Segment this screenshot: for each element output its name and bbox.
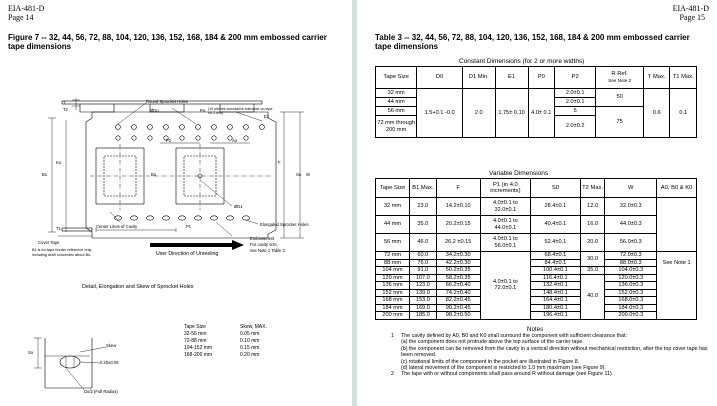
label-ao: Ao bbox=[232, 138, 238, 143]
cell-s0: 196.4±0.1 bbox=[530, 312, 580, 320]
skew-row-size: 104-152 mm bbox=[184, 345, 213, 351]
note-item bbox=[391, 333, 709, 339]
cell-size: 44 mm bbox=[376, 98, 417, 107]
table-row bbox=[376, 259, 697, 267]
cell-b1: 185.0 bbox=[410, 312, 437, 320]
note-number: 2 bbox=[391, 371, 394, 378]
table-row bbox=[376, 234, 697, 252]
skew-row-value: 0.10 mm bbox=[240, 338, 260, 344]
cell-w: 168.0±0.3 bbox=[605, 297, 657, 305]
table-title: Table 3 -- 32, 44, 56, 72, 88, 104, 120, 136, 152, 168, 184 & 200 mm embossed carrier tape dimensions bbox=[375, 33, 690, 51]
cell-f: 74.2±0.40 bbox=[436, 289, 480, 297]
cell-s0: 116.4±0.1 bbox=[530, 274, 580, 282]
notes-list bbox=[391, 333, 709, 378]
col-r-note: See Note 2 bbox=[608, 77, 632, 83]
note-item: (c) rotational limits of the component in the pocket are illustrated in Figure 8. bbox=[401, 358, 580, 365]
col-r bbox=[596, 67, 644, 89]
label-f: F bbox=[278, 160, 281, 165]
cell-w: 136.0±0.3 bbox=[605, 282, 657, 290]
cell-f: 20.2±0.15 bbox=[436, 216, 480, 234]
cell-w: 72.0±0.3 bbox=[605, 252, 657, 260]
label-cover-tape: Cover Tape bbox=[38, 240, 60, 245]
skew-row-value: 0.05 mm bbox=[240, 331, 260, 337]
figure-7-drawing bbox=[0, 0, 352, 406]
detail-label-tol: 0.20±0.05 bbox=[100, 360, 119, 365]
cell-w: 120.0±0.3 bbox=[605, 274, 657, 282]
cell-size: 32 mm bbox=[376, 198, 410, 216]
skew-header-size: Tape Size bbox=[184, 324, 206, 330]
cell-size: 200 mm bbox=[376, 312, 410, 320]
cell-size: 168 mm bbox=[376, 297, 410, 305]
cell-size: 120 mm bbox=[376, 274, 410, 282]
cell-s0: 52.4±0.1 bbox=[530, 234, 580, 252]
cell-w: 104.0±0.3 bbox=[605, 267, 657, 275]
detail-label-full-radius: Do/2 (Full Radius) bbox=[84, 389, 118, 394]
cell-b1: 123.0 bbox=[410, 282, 437, 290]
skew-row-value: 0.15 mm bbox=[240, 345, 260, 351]
cell-d1: 2.0 bbox=[462, 89, 495, 138]
cell-b1: 60.0 bbox=[410, 252, 437, 260]
cell-size: 104 mm bbox=[376, 267, 410, 275]
cell-f: 14.2±0.10 bbox=[436, 198, 480, 216]
doc-id: EIA-481-D bbox=[8, 4, 45, 13]
col-f: F bbox=[436, 179, 480, 198]
constant-table bbox=[375, 66, 697, 138]
label-t2: T2 bbox=[63, 107, 68, 112]
note-text: The tape with or without components shall pass around R without damage (see Figure 11). bbox=[401, 371, 614, 378]
cell-p2: 2.0±0.1 bbox=[555, 98, 596, 107]
detail-caption: Detail, Elongation and Skew of Sprocket Holes bbox=[82, 284, 194, 290]
cell-w: 200.0±0.3 bbox=[605, 312, 657, 320]
page-number: Page 15 bbox=[679, 13, 705, 22]
table-row bbox=[376, 198, 697, 216]
cell-s0: 164.4±0.1 bbox=[530, 297, 580, 305]
table-row bbox=[376, 312, 697, 320]
cell-p1: 4.0±0.1 to 44.0±0.1 bbox=[480, 216, 530, 234]
cell-f: 34.2±0.30 bbox=[436, 252, 480, 260]
cell-p1: 4.0±0.1 to 32.0±0.1 bbox=[480, 198, 530, 216]
note-text: The cavity defined by A0, B0 and K0 shall surround the component with sufficient clearance that: bbox=[401, 333, 628, 339]
cell-f: 42.2±0.30 bbox=[436, 259, 480, 267]
cell-t2: 12.0 bbox=[580, 198, 605, 216]
note-item: (b) the component can be removed from the cavity in a vertical direction without mechanical restriction, after the top cover tape has been removed. bbox=[401, 345, 708, 359]
cell-t2: 40.0 bbox=[580, 274, 605, 319]
cell-w: 88.0±0.3 bbox=[605, 259, 657, 267]
cell-b1: 169.0 bbox=[410, 304, 437, 312]
cell-p1: 4.0±0.1 to 56.0±0.1 bbox=[480, 234, 530, 252]
label-unreeling: User Direction of Unreeling bbox=[156, 251, 219, 257]
cell-p2: 2.0±0.1 bbox=[555, 89, 596, 98]
figure-title: Figure 7 -- 32, 44, 56, 72, 88, 104, 120, 136, 152, 168, 184 & 200 mm embossed carrier tape dimensions bbox=[8, 33, 327, 51]
note-item: (d) lateral movement of the component is restricted to 1.0 mm maximum (see Figure 9). bbox=[401, 365, 606, 372]
col-p0: P0 bbox=[528, 67, 554, 89]
cell-see-note: See Note 1 bbox=[657, 252, 697, 320]
cell-w: 56.0±0.3 bbox=[605, 234, 657, 252]
cell-b1: 23.0 bbox=[410, 198, 437, 216]
label-e1: E1 bbox=[264, 114, 270, 119]
cell-t1: 0.1 bbox=[670, 89, 697, 138]
col-d1: D1 Min. bbox=[462, 67, 495, 89]
cell-f: 82.2±0.45 bbox=[436, 297, 480, 305]
col-t2: T2 Max. bbox=[580, 179, 605, 198]
cell-p2: 2.0±0.2 bbox=[555, 116, 596, 138]
col-e1: E1 bbox=[495, 67, 528, 89]
label-cavity-size-2: see Note 1 Table 3 bbox=[250, 248, 285, 253]
cell-t2: 35.0 bbox=[580, 267, 605, 275]
cell-t2: 30.0 bbox=[580, 252, 605, 267]
label-d1: ØD1 bbox=[234, 204, 243, 209]
page-14 bbox=[0, 0, 352, 406]
cell-b1: 35.0 bbox=[410, 216, 437, 234]
cell-s0: 84.4±0.1 bbox=[530, 259, 580, 267]
detail-label-skew: Skew bbox=[106, 343, 117, 348]
col-p1: P1 (in 4.0 increments) bbox=[480, 179, 530, 198]
col-abk: A0, B0 & K0 bbox=[657, 179, 697, 198]
cell-t: 0.6 bbox=[643, 89, 669, 138]
table-row bbox=[376, 304, 697, 312]
cell-p2: 5 bbox=[555, 107, 596, 116]
skew-row-size: 72-88 mm bbox=[184, 338, 207, 344]
label-so: So bbox=[296, 172, 302, 177]
notes-title: Notes bbox=[527, 326, 544, 333]
cell-size: 72 mm through 200 mm bbox=[376, 116, 417, 138]
cell-b1: 107.0 bbox=[410, 274, 437, 282]
cell-abk-empty bbox=[657, 198, 697, 252]
cell-t2: 20.0 bbox=[580, 234, 605, 252]
cell-size: 152 mm bbox=[376, 289, 410, 297]
variable-table bbox=[375, 178, 697, 320]
label-embossment: Embossment bbox=[250, 236, 275, 241]
col-tape-size: Tape Size bbox=[376, 67, 417, 89]
cell-d0: 1.5+0.1 -0.0 bbox=[417, 89, 463, 138]
label-po: Po bbox=[200, 108, 206, 113]
cell-s0: 132.4±0.1 bbox=[530, 282, 580, 290]
table-row bbox=[376, 274, 697, 282]
cell-p0: 4.0± 0.1 bbox=[528, 89, 554, 138]
col-t1: T1 Max. bbox=[670, 67, 697, 89]
cell-size: 56 mm bbox=[376, 107, 417, 116]
constant-title: Constant Dimensions (for 2 or more widths) bbox=[459, 58, 585, 65]
col-t: T Max. bbox=[643, 67, 669, 89]
label-t: T bbox=[63, 100, 66, 105]
cell-b1: 46.0 bbox=[410, 234, 437, 252]
cell-size: 136 mm bbox=[376, 282, 410, 290]
skew-row-value: 0.20 mm bbox=[240, 352, 260, 358]
cell-f: 66.2±0.40 bbox=[436, 282, 480, 290]
label-ko: Ko bbox=[56, 160, 62, 165]
cell-size: 88 mm bbox=[376, 259, 410, 267]
doc-id: EIA-481-D bbox=[672, 4, 709, 13]
col-w: W bbox=[605, 179, 657, 198]
cell-s0: 180.4±0.1 bbox=[530, 304, 580, 312]
label-cavity-size-1: For cavity size, bbox=[250, 242, 278, 247]
cell-size: 44 mm bbox=[376, 216, 410, 234]
label-center-lines: Center Lines of Cavity bbox=[96, 224, 138, 229]
label-b1: B1 bbox=[42, 172, 48, 177]
label-b1-note-2: including draft concentric about Bo. bbox=[32, 253, 92, 257]
col-s0: S0 bbox=[530, 179, 580, 198]
cell-f: 26.2 ±0.15 bbox=[436, 234, 480, 252]
table-row bbox=[376, 216, 697, 234]
label-b1-note-1: B1 is for tape feeder reference only, bbox=[32, 248, 93, 252]
cell-size: 32 mm bbox=[376, 89, 417, 98]
cell-b1: 153.0 bbox=[410, 297, 437, 305]
label-p1: P1 bbox=[186, 224, 192, 229]
col-d0: D0 bbox=[417, 67, 463, 89]
cell-w: 32.0±0.3 bbox=[605, 198, 657, 216]
label-p2: P2 bbox=[166, 138, 172, 143]
cell-size: 72 mm bbox=[376, 252, 410, 260]
cell-s0: 68.4±0.1 bbox=[530, 252, 580, 260]
cell-e1: 1.75± 0.10 bbox=[495, 89, 528, 138]
cell-b1: 91.0 bbox=[410, 267, 437, 275]
label-w: W bbox=[306, 172, 310, 177]
cell-size: 184 mm bbox=[376, 304, 410, 312]
cell-s0: 148.4±0.1 bbox=[530, 289, 580, 297]
skew-row-size: 168-200 mm bbox=[184, 352, 213, 358]
label-round-holes: Round Sprocket Holes bbox=[146, 99, 188, 104]
page-number: Page 14 bbox=[8, 13, 34, 22]
cell-b1: 76.0 bbox=[410, 259, 437, 267]
variable-title: Variable Dimensions bbox=[489, 170, 549, 177]
cell-s0: 28.4±0.1 bbox=[530, 198, 580, 216]
cell-r: 75 bbox=[596, 107, 644, 138]
cell-r: 50 bbox=[596, 89, 644, 107]
cell-size: 56 mm bbox=[376, 234, 410, 252]
label-po-note: (10 pitches cumulative tolerance on tape ±0.2 mm) bbox=[208, 107, 273, 115]
note-item bbox=[391, 371, 709, 377]
table-row bbox=[376, 297, 697, 305]
cell-s0: 100.4±0.1 bbox=[530, 267, 580, 275]
cell-w: 184.0±0.3 bbox=[605, 304, 657, 312]
cell-w: 44.0±0.3 bbox=[605, 216, 657, 234]
cell-b1: 139.0 bbox=[410, 289, 437, 297]
table-row bbox=[376, 252, 697, 260]
label-bo: Bo bbox=[151, 172, 157, 177]
note-number: 1 bbox=[391, 333, 394, 339]
note-item: (a) the component does not protrude above the top surface of the carrier tape. bbox=[401, 339, 584, 346]
detail-label-so: So bbox=[28, 350, 34, 355]
cell-f: 98.2±0.50 bbox=[436, 312, 480, 320]
col-p2: P2 bbox=[555, 67, 596, 89]
cell-f: 58.2±0.35 bbox=[436, 274, 480, 282]
col-tape-size: Tape Size bbox=[376, 179, 410, 198]
label-t1: T1 bbox=[56, 226, 61, 231]
table-row bbox=[376, 267, 697, 275]
cell-w: 152.0±0.3 bbox=[605, 289, 657, 297]
cell-s0: 40.4±0.1 bbox=[530, 216, 580, 234]
cell-t2: 16.0 bbox=[580, 216, 605, 234]
cell-p1: 4.0±0.1 to 72.0±0.1 bbox=[480, 252, 530, 320]
label-elongated: Elongated Sprocket Holes bbox=[260, 222, 309, 227]
cell-f: 90.2±0.45 bbox=[436, 304, 480, 312]
table-row bbox=[376, 282, 697, 290]
col-b1: B1 Max. bbox=[410, 179, 437, 198]
table-row bbox=[376, 289, 697, 297]
page-15 bbox=[357, 0, 717, 406]
label-do: ØDo bbox=[150, 108, 159, 113]
col-r-label: R Ref. bbox=[611, 71, 628, 77]
cell-f: 50.2±0.35 bbox=[436, 267, 480, 275]
skew-header-max: Skew, MAX. bbox=[240, 324, 267, 330]
skew-row-size: 32-56 mm bbox=[184, 331, 207, 337]
